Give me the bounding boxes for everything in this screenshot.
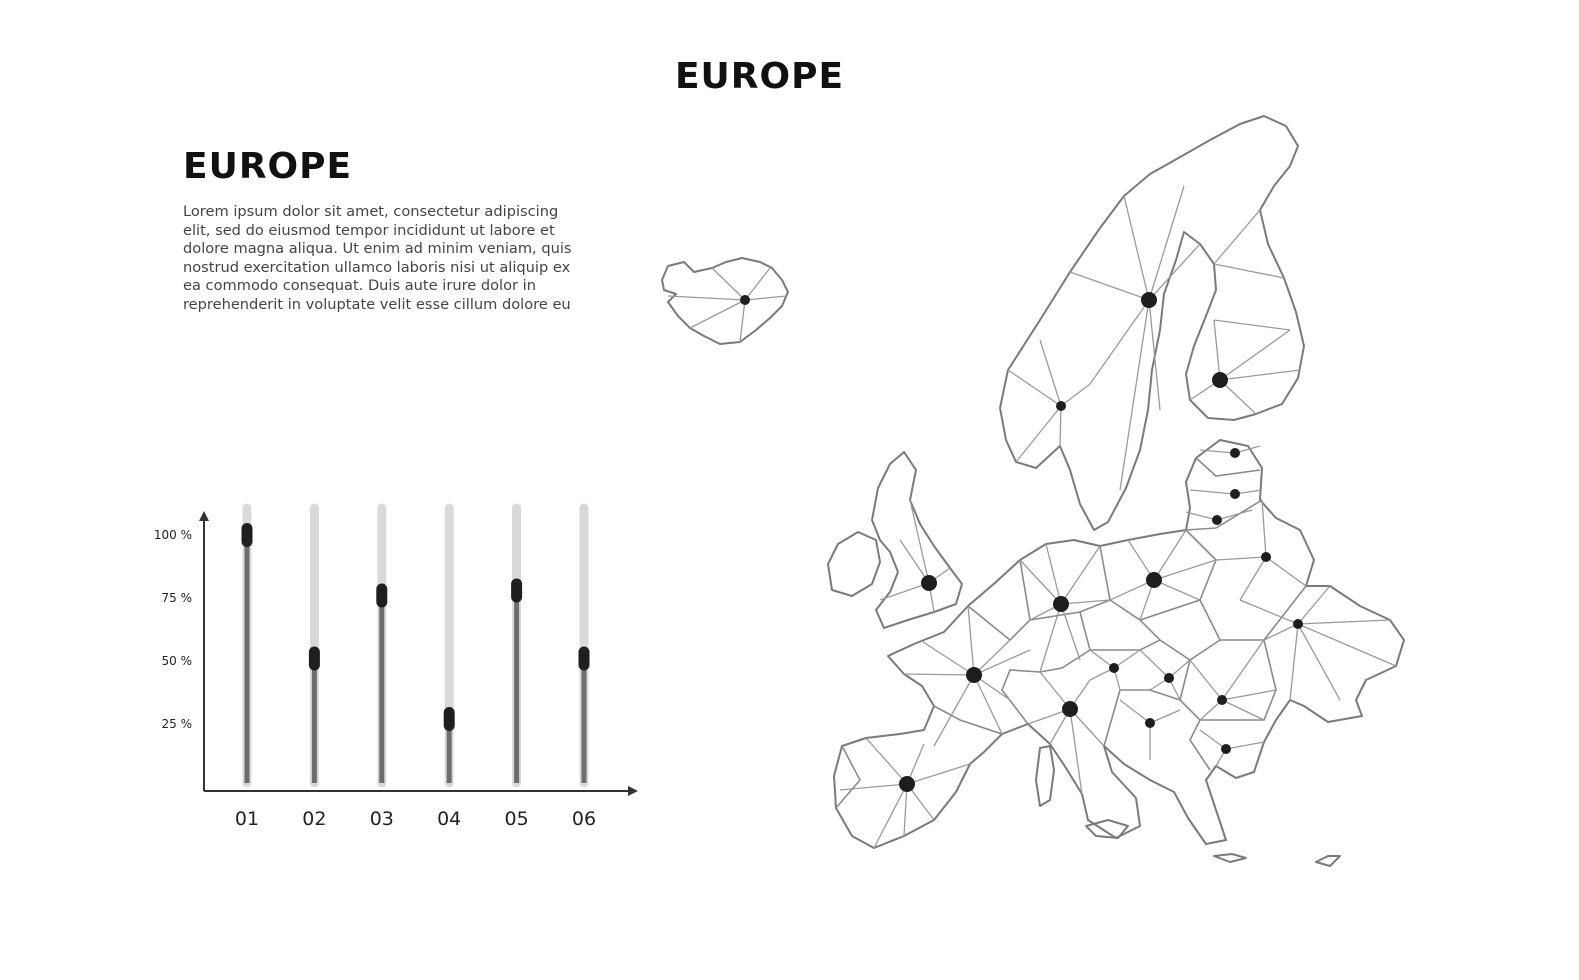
map-node xyxy=(921,575,937,591)
x-tick-label: 02 xyxy=(302,808,327,830)
description-line: ea commodo consequat. Duis aute irure dolor in xyxy=(183,277,536,295)
map-node xyxy=(1212,372,1228,388)
map-node xyxy=(966,667,982,683)
map-node xyxy=(1141,292,1157,308)
map-node xyxy=(740,295,750,305)
x-tick-label: 03 xyxy=(369,808,394,830)
y-tick-label: 25 % xyxy=(161,717,192,731)
map-node xyxy=(1230,489,1240,499)
iceland-outline xyxy=(662,258,788,344)
britain-outline xyxy=(872,452,962,628)
description-line: elit, sed do eiusmod tempor incididunt ut labore et xyxy=(183,221,555,239)
map-outlines xyxy=(662,116,1404,866)
description-line: dolore magna aliqua. Ut enim ad minim veniam, quis xyxy=(183,240,572,258)
y-tick-label: 50 % xyxy=(161,654,192,668)
map-node xyxy=(1217,695,1227,705)
map-node xyxy=(1145,718,1155,728)
map-node xyxy=(1109,663,1119,673)
cyprus-outline xyxy=(1316,856,1340,866)
map-node xyxy=(1146,572,1162,588)
x-tick-label: 04 xyxy=(437,808,462,830)
page-title: EUROPE xyxy=(674,56,845,97)
map-node xyxy=(1212,515,1222,525)
map-node xyxy=(1164,673,1174,683)
map-node xyxy=(1261,552,1271,562)
map-node xyxy=(1221,744,1231,754)
x-tick-label: 05 xyxy=(504,808,529,830)
ireland-outline xyxy=(828,532,880,596)
map-node xyxy=(1053,596,1069,612)
description-line: Lorem ipsum dolor sit amet, consectetur adipiscing xyxy=(183,203,559,220)
scandinavia-outline xyxy=(1000,116,1304,530)
map-node xyxy=(1230,448,1240,458)
map-node xyxy=(1293,619,1303,629)
map-node xyxy=(1056,401,1066,411)
description-line: nostrud exercitation ullamco laboris nisi ut aliquip ex xyxy=(183,258,571,276)
info-title: EUROPE xyxy=(183,146,353,187)
y-tick-label: 100 % xyxy=(153,528,192,542)
map-node xyxy=(1062,701,1078,717)
corsica-sardinia-outline xyxy=(1036,746,1054,806)
x-tick-label: 06 xyxy=(571,808,597,830)
description-line: reprehenderit in voluptate velit esse cillum dolore eu xyxy=(183,295,571,313)
map-node xyxy=(899,776,915,792)
x-tick-label: 01 xyxy=(234,808,260,830)
crete-outline xyxy=(1214,854,1246,862)
y-tick-label: 75 % xyxy=(161,591,192,605)
